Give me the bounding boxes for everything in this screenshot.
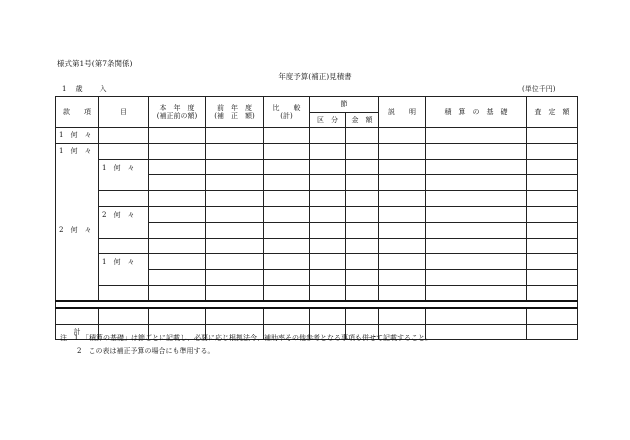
cell — [149, 143, 206, 159]
moku-cell — [99, 143, 149, 159]
cell — [346, 159, 379, 175]
cell — [379, 175, 426, 191]
cell — [426, 254, 527, 270]
cell — [426, 206, 527, 222]
cell — [149, 254, 206, 270]
header-current-year — [149, 97, 206, 128]
cell — [206, 128, 264, 144]
header-assessed: 査 定 額 — [527, 97, 578, 128]
note-2: 2 この表は補正予算の場合にも準用する。 — [77, 347, 215, 355]
cell — [426, 324, 527, 340]
moku-cell: 2 何 々 — [99, 206, 149, 238]
cell — [527, 128, 578, 144]
cell — [346, 254, 379, 270]
cell — [426, 270, 527, 286]
header-previous-year-line1: 前 年 度 — [217, 104, 252, 112]
double-separator — [56, 301, 578, 308]
cell — [346, 206, 379, 222]
cell — [206, 222, 264, 238]
cell — [379, 285, 426, 301]
cell — [310, 238, 346, 254]
cell — [206, 175, 264, 191]
cell — [346, 128, 379, 144]
cell — [264, 175, 310, 191]
form-number: 様式第1号(第7条関係) — [57, 59, 133, 68]
cell — [379, 143, 426, 159]
header-current-year-line1: 本 年 度 — [159, 104, 195, 112]
header-comparison — [264, 97, 310, 128]
cell — [527, 270, 578, 286]
header-explanation: 説 明 — [379, 97, 426, 128]
cell — [527, 206, 578, 222]
table-row — [56, 143, 578, 159]
cell — [149, 285, 206, 301]
cell — [310, 206, 346, 222]
cell — [310, 270, 346, 286]
cell — [426, 128, 527, 144]
cell — [264, 308, 310, 324]
cell — [346, 308, 379, 324]
note-1: 注 1 「積算の基礎」は節ごとに記載し、必要に応じ根拠法令、補助率その他参考となる事項も併せて記載すること。 — [60, 334, 432, 342]
cell — [264, 222, 310, 238]
cell — [310, 175, 346, 191]
header-comparison-line1: 比 較 — [272, 104, 301, 112]
kan-cell: 1 何 々 — [56, 128, 99, 144]
cell — [527, 222, 578, 238]
header-setsu: 節 — [310, 97, 379, 113]
cell — [310, 159, 346, 175]
cell — [264, 128, 310, 144]
cell — [264, 159, 310, 175]
header-kan-kou: 款 項 — [56, 97, 99, 128]
table-row — [56, 238, 578, 254]
cell — [426, 159, 527, 175]
cell — [149, 175, 206, 191]
cell — [206, 143, 264, 159]
total-label: 計 — [56, 324, 99, 340]
cell — [346, 285, 379, 301]
cell — [527, 143, 578, 159]
kou-cell: 2 何 々 — [56, 159, 99, 301]
cell — [264, 143, 310, 159]
cell — [99, 308, 149, 324]
cell — [527, 238, 578, 254]
cell — [264, 191, 310, 207]
cell — [206, 270, 264, 286]
cell — [379, 128, 426, 144]
header-basis: 積 算 の 基 礎 — [426, 97, 527, 128]
cell — [426, 175, 527, 191]
cell — [264, 238, 310, 254]
estimate-table — [55, 96, 578, 340]
moku-cell — [99, 128, 149, 144]
cell — [527, 191, 578, 207]
cell — [426, 238, 527, 254]
header-kubun: 区 分 — [310, 112, 346, 128]
header-comparison-line2: (計) — [280, 112, 293, 120]
header-previous-year — [206, 97, 264, 128]
cell — [426, 308, 527, 324]
cell — [426, 143, 527, 159]
cell — [149, 159, 206, 175]
moku-cell: 1 何 々 — [99, 159, 149, 191]
cell — [426, 222, 527, 238]
cell — [149, 222, 206, 238]
separator-band — [56, 301, 578, 308]
cell — [426, 191, 527, 207]
cell — [346, 175, 379, 191]
table-row — [56, 206, 578, 222]
cell — [206, 254, 264, 270]
cell — [206, 308, 264, 324]
cell — [149, 308, 206, 324]
header-current-year-line2: (補正前の額) — [156, 112, 198, 120]
table-row — [56, 128, 578, 144]
cell — [149, 206, 206, 222]
cell — [379, 254, 426, 270]
cell — [346, 222, 379, 238]
cell — [310, 128, 346, 144]
header-previous-year-line2: (補 正 額) — [214, 112, 255, 120]
cell — [149, 128, 206, 144]
cell — [206, 206, 264, 222]
cell — [379, 238, 426, 254]
cell — [346, 143, 379, 159]
header-row-1 — [56, 97, 578, 113]
cell — [310, 308, 346, 324]
cell — [379, 191, 426, 207]
cell — [310, 222, 346, 238]
cell — [379, 222, 426, 238]
header-moku: 目 — [99, 97, 149, 128]
cell — [206, 159, 264, 175]
cell — [206, 285, 264, 301]
cell — [527, 159, 578, 175]
table-row — [56, 159, 578, 175]
cell — [310, 143, 346, 159]
cell — [264, 254, 310, 270]
cell — [346, 191, 379, 207]
cell — [426, 285, 527, 301]
moku-cell — [99, 191, 149, 207]
kan-cell: 1 何 々 — [56, 143, 99, 159]
cell — [206, 238, 264, 254]
cell — [206, 191, 264, 207]
cell — [264, 285, 310, 301]
cell — [346, 238, 379, 254]
document-title: 年度予算(補正)見積書 — [278, 72, 352, 81]
moku-cell: 1 何 々 — [99, 254, 149, 286]
table-row — [56, 254, 578, 270]
moku-cell — [99, 238, 149, 254]
cell — [379, 270, 426, 286]
cell — [527, 308, 578, 324]
cell — [346, 270, 379, 286]
cell — [264, 270, 310, 286]
table-row — [56, 308, 578, 324]
header-kingaku: 金 額 — [346, 112, 379, 128]
cell — [527, 254, 578, 270]
cell — [310, 254, 346, 270]
section-label: 1 歳 入 — [62, 85, 108, 93]
cell — [527, 285, 578, 301]
unit-label: (単位千円) — [522, 85, 556, 93]
cell — [379, 206, 426, 222]
cell — [310, 191, 346, 207]
cell — [264, 206, 310, 222]
cell — [527, 324, 578, 340]
cell — [56, 308, 99, 324]
cell — [379, 308, 426, 324]
cell — [527, 175, 578, 191]
cell — [149, 270, 206, 286]
cell — [310, 285, 346, 301]
table-row — [56, 285, 578, 301]
cell — [379, 159, 426, 175]
table-row — [56, 191, 578, 207]
cell — [149, 238, 206, 254]
moku-cell — [99, 285, 149, 301]
cell — [149, 191, 206, 207]
